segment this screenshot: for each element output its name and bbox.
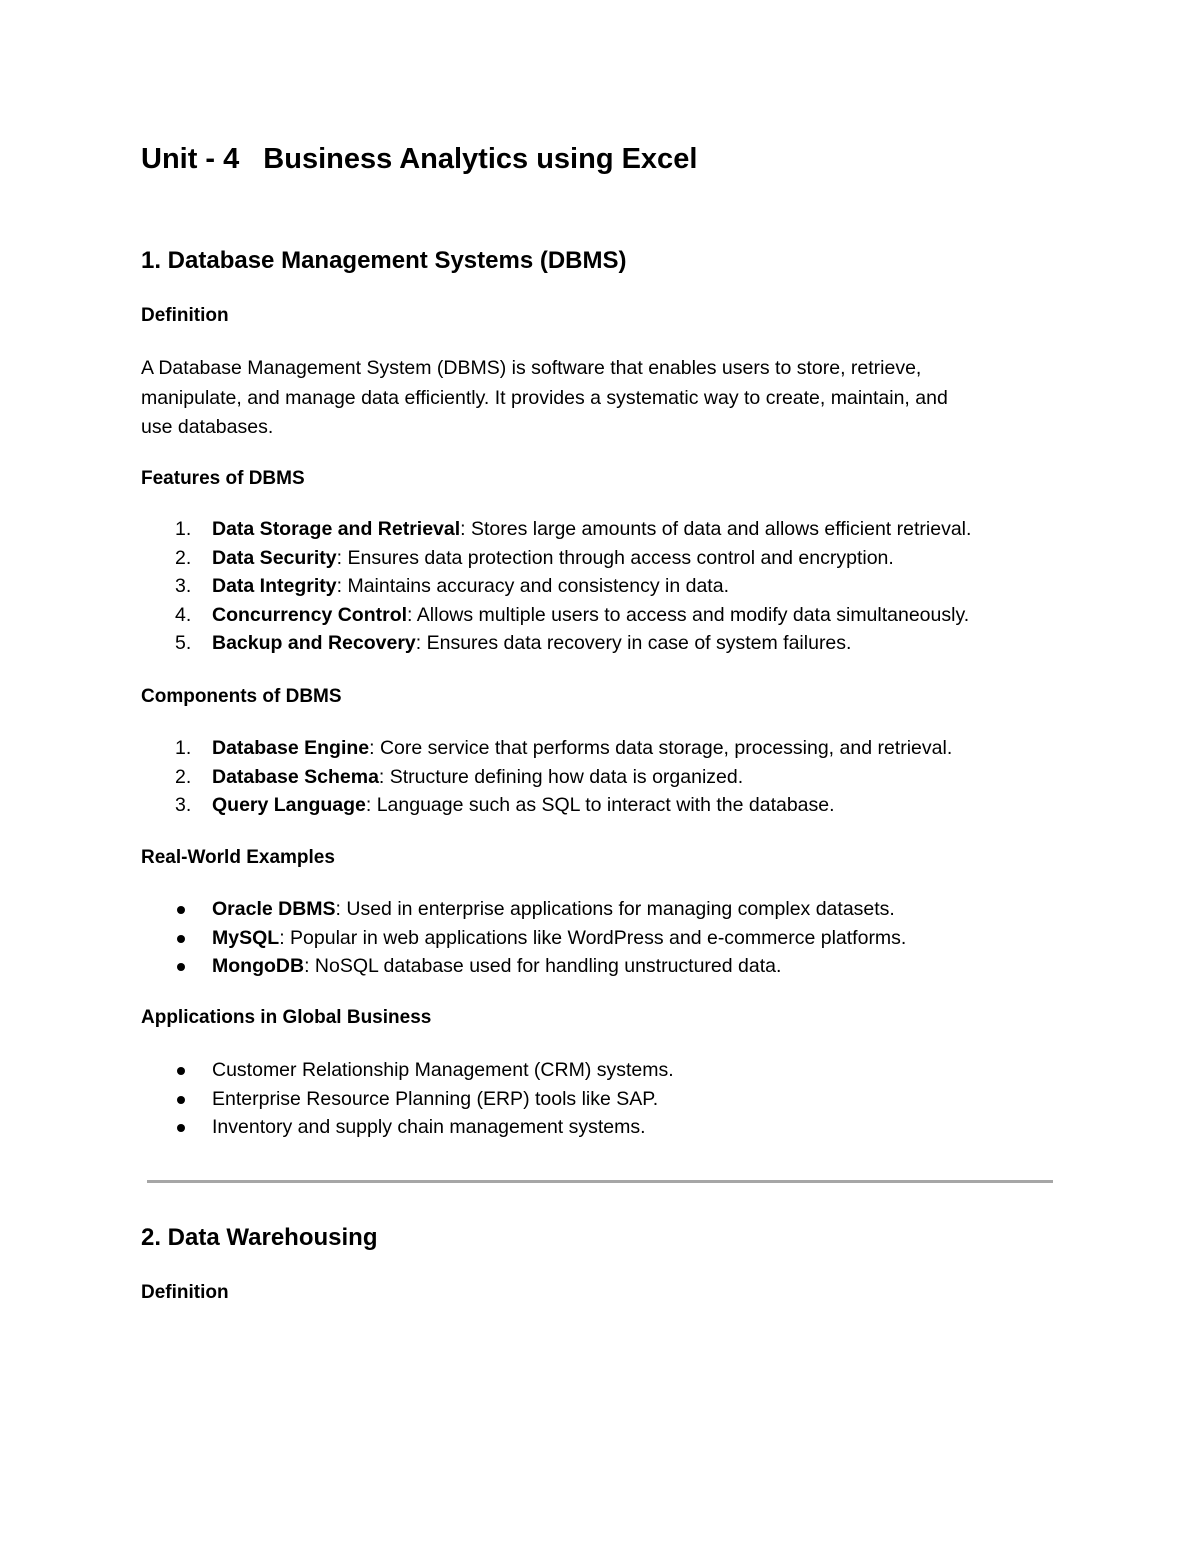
examples-list [141, 895, 906, 981]
feature-term: Backup and Recovery [212, 632, 416, 654]
list-item: 5. Backup and Recovery: Ensures data recovery in case of system failures. [175, 632, 852, 654]
examples-heading: Real-World Examples [141, 847, 335, 868]
unit-label: Unit - 4 [141, 143, 240, 175]
component-term: Database Schema [212, 765, 379, 788]
example-term: MongoDB [212, 955, 305, 977]
definition-heading: Definition [141, 305, 229, 326]
application-text: Inventory and supply chain management systems. [212, 1116, 646, 1138]
feature-text: : Stores large amounts of data and allows efficient retrieval. [460, 518, 972, 540]
application-text: Customer Relationship Management (CRM) systems. [212, 1059, 674, 1081]
component-text: : Structure defining how data is organized. [378, 765, 744, 788]
list-item [141, 1113, 674, 1142]
feature-term: Data Security [212, 546, 337, 569]
example-text: : NoSQL database used for handling unstructured data. [304, 955, 782, 977]
definition-line: manipulate, and manage data efficiently. It provides a systematic way to create, maintain, and [141, 386, 948, 409]
list-item: 3. Data Integrity: Maintains accuracy and consistency in data. [175, 575, 729, 597]
list-item [141, 952, 906, 981]
example-text: : Popular in web applications like WordPress and e-commerce platforms. [279, 926, 907, 949]
definition-paragraph [141, 354, 1071, 443]
definition-line: use databases. [141, 416, 274, 438]
list-item [141, 1056, 674, 1085]
definition-line: A Database Management System (DBMS) is software that enables users to store, retrieve, [141, 357, 922, 379]
section-1-heading: 1. Database Management Systems (DBMS) [141, 247, 627, 274]
list-item: 4. Concurrency Control: Allows multiple users to access and modify data simultaneously. [175, 603, 970, 626]
features-heading: Features of DBMS [141, 468, 305, 489]
list-item: 1. Data Storage and Retrieval: Stores large amounts of data and allows efficient retrieval. [175, 518, 972, 540]
page-title [141, 140, 697, 178]
bullet-icon [177, 935, 185, 943]
application-text: Enterprise Resource Planning (ERP) tools like SAP. [212, 1087, 659, 1110]
example-term: Oracle DBMS [212, 898, 336, 920]
components-heading: Components of DBMS [141, 686, 342, 707]
component-text: : Language such as SQL to interact with the database. [365, 794, 835, 816]
unit-name: Business Analytics using Excel [263, 143, 698, 175]
feature-text: : Allows multiple users to access and modify data simultaneously. [407, 603, 970, 626]
list-item: 3. Query Language: Language such as SQL to interact with the database. [175, 794, 835, 816]
bullet-icon [177, 963, 185, 971]
list-item [141, 924, 906, 953]
component-text: : Core service that performs data storage, processing, and retrieval. [369, 737, 953, 759]
bullet-icon [177, 1124, 185, 1132]
bullet-icon [177, 906, 185, 914]
list-item [141, 895, 906, 924]
example-text: : Used in enterprise applications for managing complex datasets. [335, 898, 895, 920]
list-item: 2. Database Schema: Structure defining how data is organized. [175, 765, 744, 788]
horizontal-divider [147, 1180, 1053, 1183]
list-item: 1. Database Engine: Core service that performs data storage, processing, and retrieval. [175, 737, 953, 759]
applications-list [141, 1056, 674, 1142]
components-list [141, 734, 952, 820]
component-term: Query Language [212, 794, 366, 816]
list-item [141, 1085, 674, 1114]
feature-term: Concurrency Control [212, 603, 408, 626]
bullet-icon [177, 1096, 185, 1104]
definition-heading: Definition [141, 1282, 229, 1303]
feature-text: : Ensures data recovery in case of system failures. [415, 632, 852, 654]
bullet-icon [177, 1067, 185, 1075]
component-term: Database Engine [212, 737, 370, 759]
feature-text: : Ensures data protection through access control and encryption. [336, 546, 894, 569]
features-list [141, 515, 971, 658]
applications-heading: Applications in Global Business [141, 1007, 432, 1028]
feature-text: : Maintains accuracy and consistency in data. [336, 575, 729, 597]
list-item: 2. Data Security: Ensures data protection through access control and encryption. [175, 546, 894, 569]
feature-term: Data Storage and Retrieval [212, 518, 461, 540]
section-2-heading: 2. Data Warehousing [141, 1224, 378, 1251]
feature-term: Data Integrity [212, 575, 337, 597]
example-term: MySQL [212, 926, 280, 949]
